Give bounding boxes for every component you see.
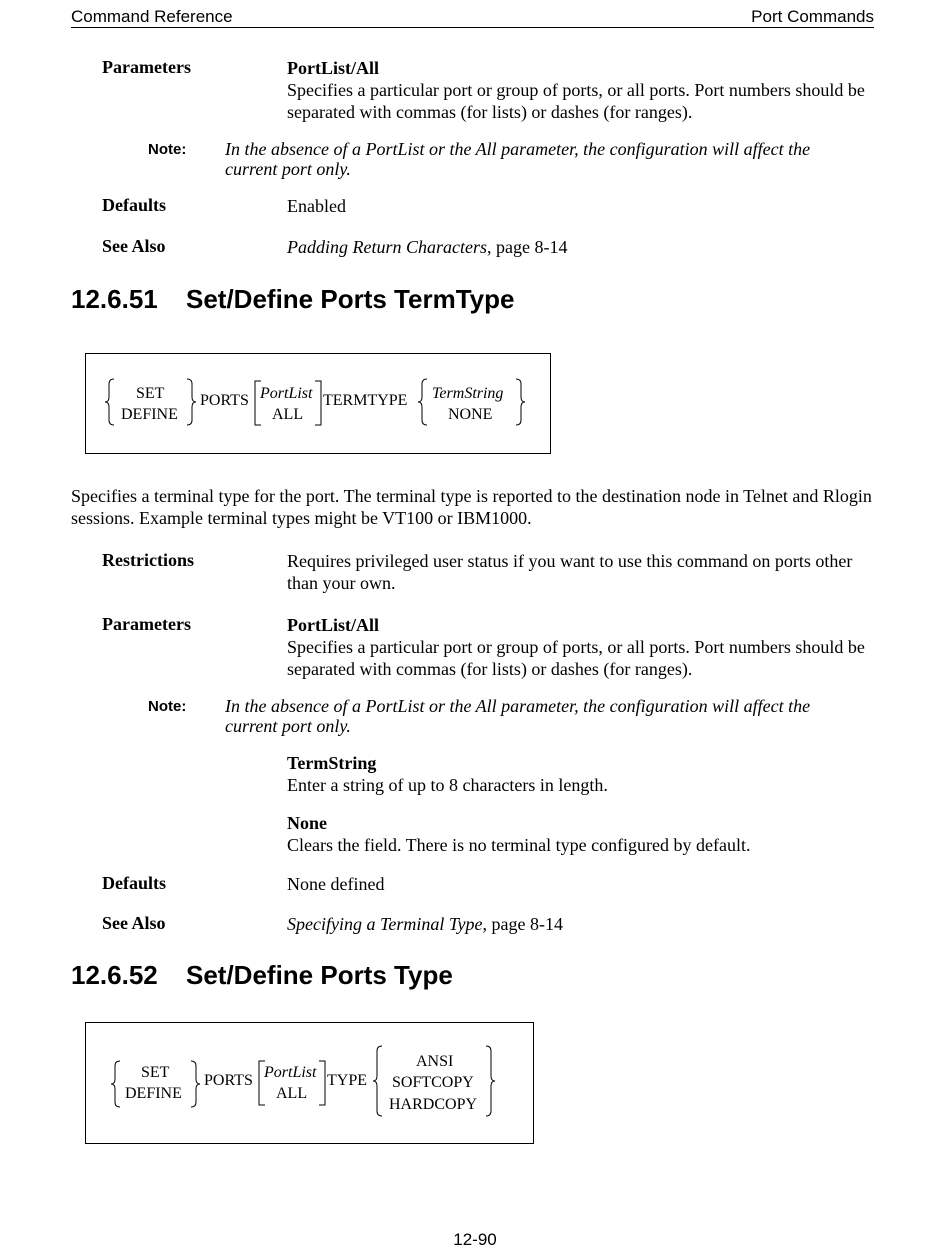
- right-brace-icon: [484, 1045, 496, 1117]
- defaults-value: Enabled: [287, 196, 346, 216]
- see-also-page: , page 8-14: [487, 237, 568, 257]
- section-title: Set/Define Ports TermType: [186, 284, 515, 314]
- none-block: [287, 812, 877, 856]
- left-brace-icon: [104, 378, 116, 426]
- running-header-left: Command Reference: [71, 7, 233, 26]
- running-header-right: Port Commands: [751, 7, 874, 26]
- note-text: In the absence of a PortList or the All parameter, the configuration will affect the current port only.: [225, 696, 811, 736]
- section-heading-51: [71, 284, 514, 315]
- right-bracket-icon: [318, 1060, 326, 1106]
- section-number: 12.6.52: [71, 960, 158, 990]
- see-also-label: See Also: [102, 236, 166, 256]
- note-label: Note:: [148, 141, 187, 158]
- defaults-value: None defined: [287, 874, 385, 894]
- syntax-hardcopy: HARDCOPY: [389, 1096, 478, 1113]
- syntax-set: SET: [136, 385, 165, 402]
- none-desc: Clears the field. There is no terminal type configured by default.: [287, 835, 751, 855]
- syntax-none: NONE: [448, 406, 493, 423]
- left-brace-icon: [372, 1045, 384, 1117]
- syntax-softcopy: SOFTCOPY: [392, 1074, 474, 1091]
- see-also-page: , page 8-14: [482, 914, 563, 934]
- syntax-ports: PORTS: [200, 392, 249, 409]
- section-title: Set/Define Ports Type: [186, 960, 453, 990]
- right-bracket-icon: [314, 380, 322, 426]
- syntax-portlist: PortList: [260, 385, 313, 402]
- parameters-label: Parameters: [102, 57, 191, 77]
- right-brace-icon: [185, 378, 197, 426]
- termstring-block: [287, 752, 877, 796]
- none-name: None: [287, 813, 327, 833]
- parameters-block: [287, 614, 877, 680]
- syntax-termtype: TERMTYPE: [323, 392, 408, 409]
- note-label: Note:: [148, 698, 187, 715]
- section-heading-52: [71, 960, 453, 991]
- syntax-define: DEFINE: [125, 1085, 182, 1102]
- parameters-block: [287, 57, 877, 123]
- param-desc: Specifies a particular port or group of ports, or all ports. Port numbers should be separated with commas (for lists) or dashes (for ranges).: [287, 80, 865, 122]
- see-also-label: See Also: [102, 913, 166, 933]
- syntax-set: SET: [141, 1064, 170, 1081]
- syntax-define: DEFINE: [121, 406, 178, 423]
- note-text: In the absence of a PortList or the All parameter, the configuration will affect the current port only.: [225, 139, 811, 179]
- defaults-label: Defaults: [102, 873, 166, 893]
- param-desc: Specifies a particular port or group of ports, or all ports. Port numbers should be separated with commas (for lists) or dashes (for ranges).: [287, 637, 865, 679]
- see-also-title: Padding Return Characters: [287, 237, 487, 257]
- syntax-all: ALL: [276, 1085, 308, 1102]
- page-number: 12-90: [453, 1230, 497, 1249]
- param-name: PortList/All: [287, 615, 379, 635]
- termstring-desc: Enter a string of up to 8 characters in length.: [287, 775, 608, 795]
- syntax-portlist: PortList: [264, 1064, 317, 1081]
- termstring-name: TermString: [287, 753, 377, 773]
- restrictions-text: Requires privileged user status if you want to use this command on ports other than your own.: [287, 551, 853, 593]
- syntax-box-type: [85, 1022, 534, 1144]
- right-brace-icon: [189, 1060, 201, 1108]
- section-number: 12.6.51: [71, 284, 158, 314]
- syntax-ansi: ANSI: [416, 1053, 454, 1070]
- syntax-type: TYPE: [327, 1072, 367, 1089]
- section-description: Specifies a terminal type for the port. The terminal type is reported to the destination node in Telnet and Rlogin sessions. Example terminal types might be VT100 or IBM1000.: [71, 486, 872, 528]
- syntax-all: ALL: [272, 406, 304, 423]
- right-brace-icon: [514, 378, 526, 426]
- left-brace-icon: [110, 1060, 122, 1108]
- see-also-ref: [287, 913, 877, 935]
- header-rule: [71, 27, 874, 28]
- see-also-ref: [287, 236, 877, 258]
- parameters-label: Parameters: [102, 614, 191, 634]
- syntax-termstring: TermString: [432, 385, 504, 402]
- param-name: PortList/All: [287, 58, 379, 78]
- restrictions-label: Restrictions: [102, 550, 194, 570]
- see-also-title: Specifying a Terminal Type: [287, 914, 483, 934]
- defaults-label: Defaults: [102, 195, 166, 215]
- syntax-ports: PORTS: [204, 1072, 253, 1089]
- syntax-box-termtype: [85, 353, 551, 454]
- left-brace-icon: [417, 378, 429, 426]
